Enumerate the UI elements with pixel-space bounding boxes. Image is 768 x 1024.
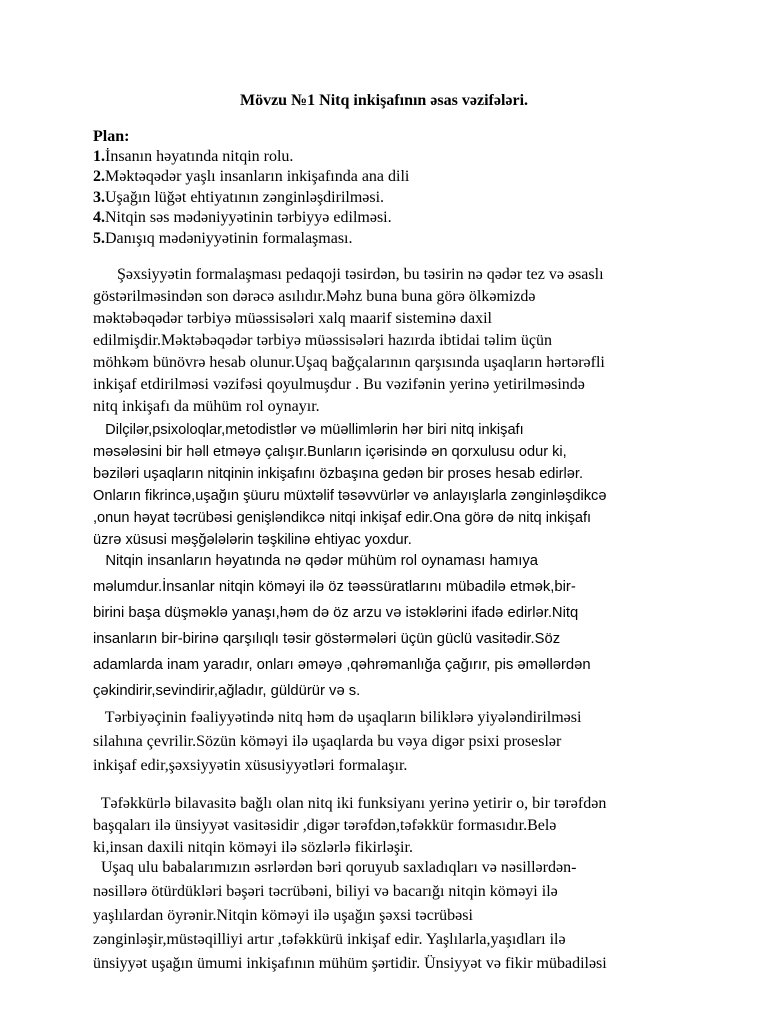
plan-item (93, 229, 713, 249)
text-line: göstərilməsindən son dərəcə asılıdır.Məhz buna buna görə ölkəmizdə (93, 288, 536, 305)
text-line: Uşaq ulu babalarımızın əsrlərdən bəri qoruyub saxladıqları və nəsillərdən- (93, 859, 577, 876)
text-line: insanların bir-birinə qarşılıqlı təsir göstərmələri üçün güclü vasitədir.Söz (93, 631, 561, 647)
plan-item (93, 147, 713, 167)
text-line: çəkindirir,sevindirir,ağladır, güldürür və s. (93, 683, 361, 699)
plan-item-number: 4. (93, 209, 105, 227)
plan-item (93, 167, 713, 187)
text-line: zənginləşir,müstəqilliyi artır ,təfəkkürü inkişaf edir. Yaşlılarla,yaşıdları ilə (93, 931, 566, 948)
plan-item-text: Danışıq mədəniyyətinin formalaşması. (105, 229, 353, 247)
text-line: Onların fikrincə,uşağın şüuru müxtəlif təsəvvürlər və anlayışlarla zənginləşdikcə (93, 488, 607, 504)
text-line: möhkəm bünövrə hesab olunur.Uşaq bağçalarının qarşısında uşaqların hərtərəfli (93, 354, 605, 371)
text-line: ki,insan daxili nitqin köməyi ilə sözlərlə fikirləşir. (93, 839, 413, 856)
text-line: yaşlılardan öyrənir.Nitqin köməyi ilə uşağın şəxsi təcrübəsi (93, 907, 473, 924)
text-line: ,onun həyat təcrübəsi genişləndikcə nitqi inkişaf edir.Ona görə də nitq inkişafı (93, 510, 592, 526)
text-line: nitq inkişafı da mühüm rol oynayır. (93, 398, 320, 415)
text-line: məlumdur.İnsanlar nitqin köməyi ilə öz təəssüratlarını mübadilə etmək,bir- (93, 579, 576, 595)
text-line: Şəxsiyyətin formalaşması pedaqoji təsirdən, bu təsirin nə qədər tez və əsaslı (93, 266, 604, 283)
text-line: nəsillərə ötürdükləri bəşəri təcrübəni, biliyi və bacarığı nitqin köməyi ilə (93, 883, 558, 900)
plan-item-text: İnsanın həyatında nitqin rolu. (105, 148, 294, 165)
text-line: Təfəkkürlə bilavasitə bağlı olan nitq iki funksiyanı yerinə yetirir o, bir tərəfdən (93, 795, 607, 812)
plan-item (93, 188, 713, 208)
text-line: Nitqin insanların həyatında nə qədər mühüm rol oynaması hamıya (93, 553, 538, 569)
plan-item (93, 208, 713, 228)
text-line: inkişaf etdirilməsi vəzifəsi qoyulmuşdur . Bu vəzifənin yerinə yetirilməsində (93, 376, 585, 393)
text-line: ünsiyyət uşağın ümumi inkişafının mühüm şərtidir. Ünsiyyət və fikir mübadiləsi (93, 955, 607, 972)
text-line: üzrə xüsusi məşğələlərin təşkilinə ehtiyac yoxdur. (93, 532, 412, 548)
plan-item-number: 2. (93, 168, 105, 186)
plan-item-text: Uşağın lüğət ehtiyatının zənginləşdirilməsi. (105, 188, 385, 206)
plan-item-number: 1. (93, 148, 105, 165)
text-line: başqaları ilə ünsiyyət vasitəsidir ,digər tərəfdən,təfəkkür formasıdır.Belə (93, 817, 557, 834)
text-line: inkişaf edir,şəxsiyyətin xüsusiyyətləri formalaşır. (93, 757, 408, 774)
plan-list (93, 147, 713, 249)
text-line: Dilçilər,psixoloqlar,metodistlər və müəllimlərin hər biri nitq inkişafı (93, 422, 524, 438)
plan-item-number: 3. (93, 188, 105, 206)
text-line: məktəbəqədər tərbiyə müəssisələri xalq maarif sisteminə daxil (93, 310, 492, 327)
text-line: edilmişdir.Məktəbəqədər tərbiyə müəssisələri hazırda ibtidai təlim üçün (93, 332, 552, 349)
text-line: silahına çevrilir.Sözün köməyi ilə uşaqlarda bu vəya digər psixi proseslər (93, 733, 562, 750)
text-line: adamlarda inam yaradır, onları əməyə ,qəhrəmanlığa çağırır, pis əməllərdən (93, 657, 591, 673)
plan-heading: Plan: (93, 128, 130, 145)
plan-item-text: Nitqin səs mədəniyyətinin tərbiyyə edilməsi. (105, 209, 392, 227)
text-line: birini başa düşməklə yanaşı,həm də öz arzu və istəklərini ifadə edirlər.Nitq (93, 605, 579, 621)
plan-item-number: 5. (93, 229, 105, 247)
text-line: Tərbiyəçinin fəaliyyətində nitq həm də uşaqların biliklərə yiyələndirilməsi (93, 709, 582, 726)
text-line: məsələsini bir həll etməyə çalışır.Bunların içərisində ən qorxulusu odur ki, (93, 444, 567, 460)
page-title: Mövzu №1 Nitq inkişafının əsas vəzifələri. (239, 92, 529, 109)
text-line: bəziləri uşaqların nitqinin inkişafını özbaşına gedən bir proses hesab edirlər. (93, 466, 583, 482)
plan-item-text: Məktəqədər yaşlı insanların inkişafında ana dili (105, 168, 410, 186)
